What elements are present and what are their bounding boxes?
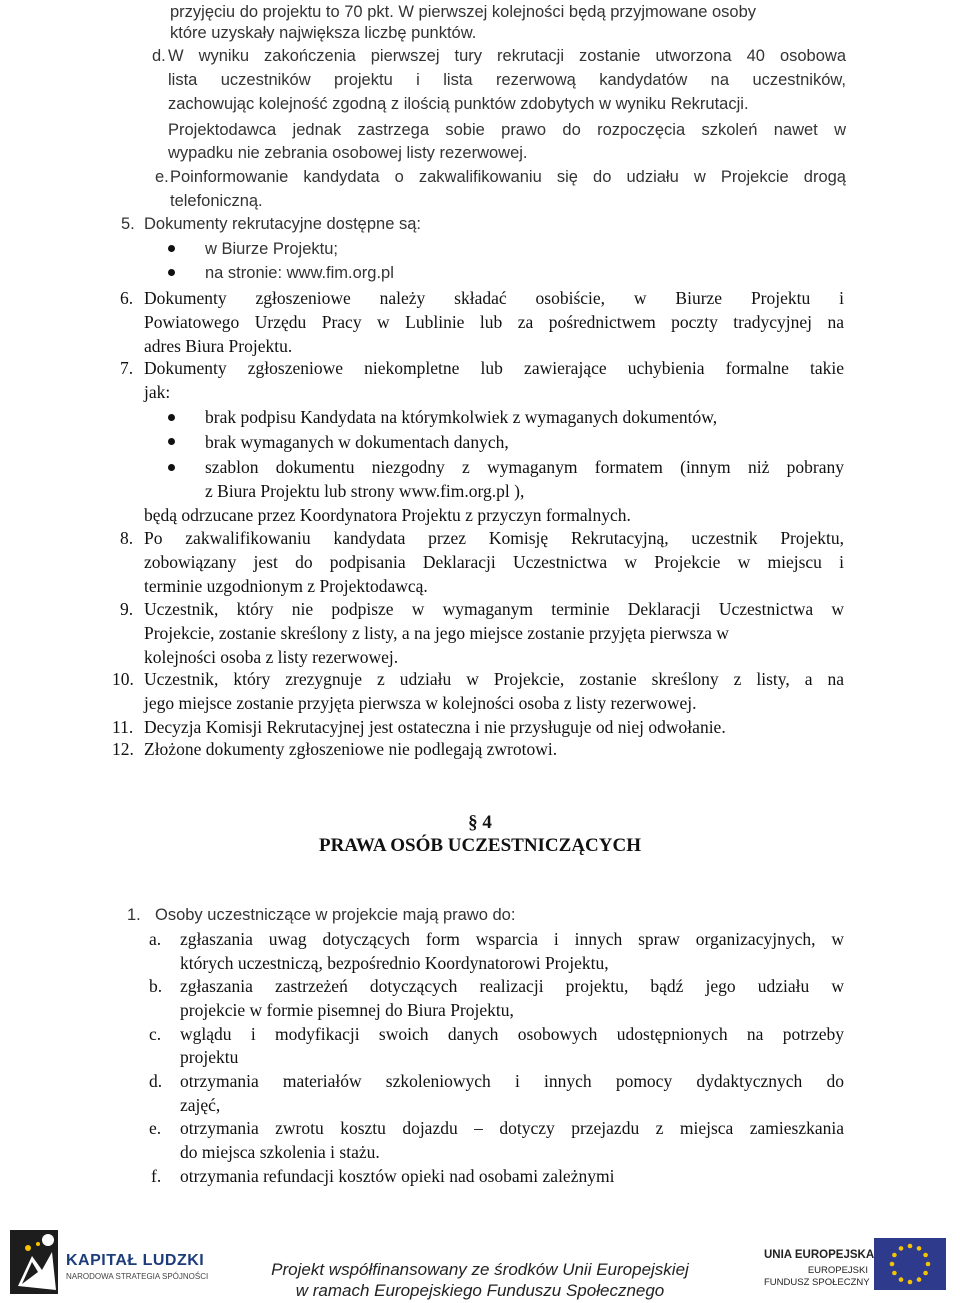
- rights-e-line-1: otrzymania zwrotu kosztu dojazdu – dotyczy przejazdu z miejsca zamieszkania: [180, 1118, 844, 1138]
- item-9-line-2: Projekcie, zostanie skreślony z listy, a na jego miejsce zostanie przyjęta pierwsza w: [144, 623, 729, 643]
- eu-flag-icon: [872, 1232, 950, 1296]
- rights-d-line-1: otrzymania materiałów szkoleniowych i innych pomocy dydaktycznych do: [180, 1071, 844, 1091]
- item-d-marker: d.: [152, 47, 166, 65]
- item-8-line-2: zobowiązany jest do podpisania Deklaracji Uczestnictwa w Projekcie w miejscu i: [144, 552, 844, 572]
- item-12-text: Złożone dokumenty zgłoszeniowe nie podlegają zwrotowi.: [144, 739, 558, 759]
- item-10-number: 10.: [112, 669, 134, 689]
- bullet-icon: [168, 245, 175, 252]
- item-6-number: 6.: [120, 288, 134, 308]
- rights-intro-number: 1.: [127, 906, 141, 924]
- bullet-icon: [168, 414, 175, 421]
- item-8-line-1: Po zakwalifikowaniu kandydata przez Komisję Rekrutacyjną, uczestnik Projektu,: [144, 528, 844, 548]
- rights-b-line-2: projekcie w formie pisemnej do Biura Projektu,: [180, 1000, 514, 1020]
- eu-star-icon: [892, 1271, 897, 1276]
- rights-c-letter: c.: [149, 1024, 162, 1044]
- rights-f-line-1: otrzymania refundacji kosztów opieki nad osobami zależnymi: [180, 1166, 615, 1186]
- eu-star-icon: [908, 1244, 913, 1249]
- rights-c-line-1: wglądu i modyfikacji swoich danych osobowych udostępnionych na potrzeby: [180, 1024, 844, 1044]
- eu-star-icon: [899, 1246, 904, 1251]
- item-10-line-1: Uczestnik, który zrezygnuje z udziału w Projekcie, zostanie skreślony z listy, a na: [144, 669, 844, 689]
- item-7-line-2: jak:: [144, 382, 171, 402]
- eu-star-icon: [917, 1277, 922, 1282]
- item-c-line-2: które uzyskały największa liczbę punktów.: [170, 24, 477, 42]
- item-11-number: 11.: [112, 717, 134, 737]
- bullet-icon: [168, 269, 175, 276]
- rights-e-line-2: do miejsca szkolenia i stażu.: [180, 1142, 380, 1162]
- item-7-bullet-3: szablon dokumentu niezgodny z wymaganym formatem (innym niż pobrany: [205, 457, 844, 477]
- eu-logo-title: UNIA EUROPEJSKA: [764, 1249, 875, 1261]
- item-d-line-3: zachowując kolejność zgodną z ilością punktów zdobytych w wyniku Rekrutacji.: [168, 95, 749, 113]
- section-number: § 4: [468, 812, 492, 833]
- rights-intro-text: Osoby uczestniczące w projekcie mają prawo do:: [155, 906, 516, 924]
- footer-line-2: w ramach Europejskiego Funduszu Społecznego: [295, 1281, 665, 1300]
- eu-star-icon: [926, 1262, 931, 1267]
- item-6-line-1: Dokumenty zgłoszeniowe należy składać osobiście, w Biurze Projektu i: [144, 288, 844, 308]
- bullet-icon: [168, 438, 175, 445]
- item-5-bullet-2: na stronie: www.fim.org.pl: [205, 264, 394, 282]
- item-7-bullet-1: brak podpisu Kandydata na którymkolwiek z wymaganych dokumentów,: [205, 407, 718, 427]
- rights-b-letter: b.: [149, 976, 163, 996]
- item-c-line-1: przyjęciu do projektu to 70 pkt. W pierwszej kolejności będą przyjmowane osoby: [170, 3, 757, 21]
- item-12-number: 12.: [112, 739, 134, 759]
- kapital-ludzki-logo-title: KAPITAŁ LUDZKI: [66, 1252, 205, 1269]
- item-10-line-2: jego miejsce zostanie przyjęta pierwsza w kolejności osoba z listy rezerwowej.: [144, 693, 697, 713]
- eu-star-icon: [892, 1253, 897, 1258]
- item-e-line-2: telefoniczną.: [170, 192, 263, 210]
- eu-logo-sub2: FUNDUSZ SPOŁECZNY: [764, 1277, 870, 1288]
- item-5-text: Dokumenty rekrutacyjne dostępne są:: [144, 215, 421, 233]
- item-7-bullet-3-cont: z Biura Projektu lub strony www.fim.org.pl ),: [205, 481, 525, 501]
- eu-logo-sub1: EUROPEJSKI: [807, 1265, 868, 1276]
- rights-a-line-2: których uczestniczą, bezpośrednio Koordynatorowi Projektu,: [180, 953, 609, 973]
- item-5-bullet-1: w Biurze Projektu;: [205, 240, 338, 258]
- item-d-line-2: lista uczestników projektu i lista rezerwową kandydatów na uczestników,: [168, 71, 846, 89]
- item-11-text: Decyzja Komisji Rekrutacyjnej jest ostateczna i nie przysługuje od niej odwołanie.: [144, 717, 726, 737]
- item-e-marker: e.: [155, 168, 169, 186]
- item-7-closing: będą odrzucane przez Koordynatora Projektu z przyczyn formalnych.: [144, 505, 631, 525]
- rights-b-line-1: zgłaszania zastrzeżeń dotyczących realizacji projektu, bądź jego udziału w: [180, 976, 844, 996]
- rights-c-line-2: projektu: [180, 1047, 239, 1067]
- bullet-icon: [168, 464, 175, 471]
- eu-star-icon: [890, 1262, 895, 1267]
- footer-line-1: Projekt współfinansowany ze środków Unii Europejskiej: [271, 1260, 689, 1279]
- rights-d-letter: d.: [149, 1071, 163, 1091]
- item-5-number: 5.: [121, 215, 135, 233]
- item-9-line-1: Uczestnik, który nie podpisze w wymaganym terminie Deklaracji Uczestnictwa w: [144, 599, 844, 619]
- eu-star-icon: [917, 1246, 922, 1251]
- item-6-line-2: Powiatowego Urzędu Pracy w Lublinie lub za pośrednictwem poczty tradycyjnej na: [144, 312, 844, 332]
- item-8-number: 8.: [120, 528, 134, 548]
- item-d-line-1: W wyniku zakończenia pierwszej tury rekrutacji zostanie utworzona 40 osobowa: [168, 47, 846, 65]
- kapital-ludzki-logo-subtitle: NARODOWA STRATEGIA SPÓJNOŚCI: [66, 1272, 209, 1281]
- rights-d-line-2: zajęć,: [180, 1095, 221, 1115]
- rights-f-letter: f.: [151, 1166, 162, 1186]
- item-7-number: 7.: [120, 358, 134, 378]
- rights-a-line-1: zgłaszania uwag dotyczących form wsparcia i innych spraw organizacyjnych, w: [180, 929, 844, 949]
- section-title: PRAWA OSÓB UCZESTNICZĄCYCH: [318, 835, 641, 856]
- item-d-line-5: wypadku nie zebrania osobowej listy rezerwowej.: [168, 144, 528, 162]
- rights-e-letter: e.: [149, 1118, 162, 1138]
- item-6-line-3: adres Biura Projektu.: [144, 336, 293, 356]
- item-8-line-3: terminie uzgodnionym z Projektodawcą.: [144, 576, 428, 596]
- eu-star-icon: [899, 1277, 904, 1282]
- item-7-line-1: Dokumenty zgłoszeniowe niekompletne lub zawierające uchybienia formalne takie: [144, 358, 844, 378]
- rights-a-letter: a.: [149, 929, 162, 949]
- eu-star-icon: [908, 1280, 913, 1285]
- item-9-line-3: kolejności osoba z listy rezerwowej.: [144, 647, 399, 667]
- eu-star-icon: [923, 1271, 928, 1276]
- item-d-line-4: Projektodawca jednak zastrzega sobie prawo do rozpoczęcia szkoleń nawet w: [168, 121, 846, 139]
- eu-star-icon: [923, 1253, 928, 1258]
- item-9-number: 9.: [120, 599, 134, 619]
- item-e-line-1: Poinformowanie kandydata o zakwalifikowaniu się do udziału w Projekcie drogą: [170, 168, 846, 186]
- item-7-bullet-2: brak wymaganych w dokumentach danych,: [205, 432, 509, 452]
